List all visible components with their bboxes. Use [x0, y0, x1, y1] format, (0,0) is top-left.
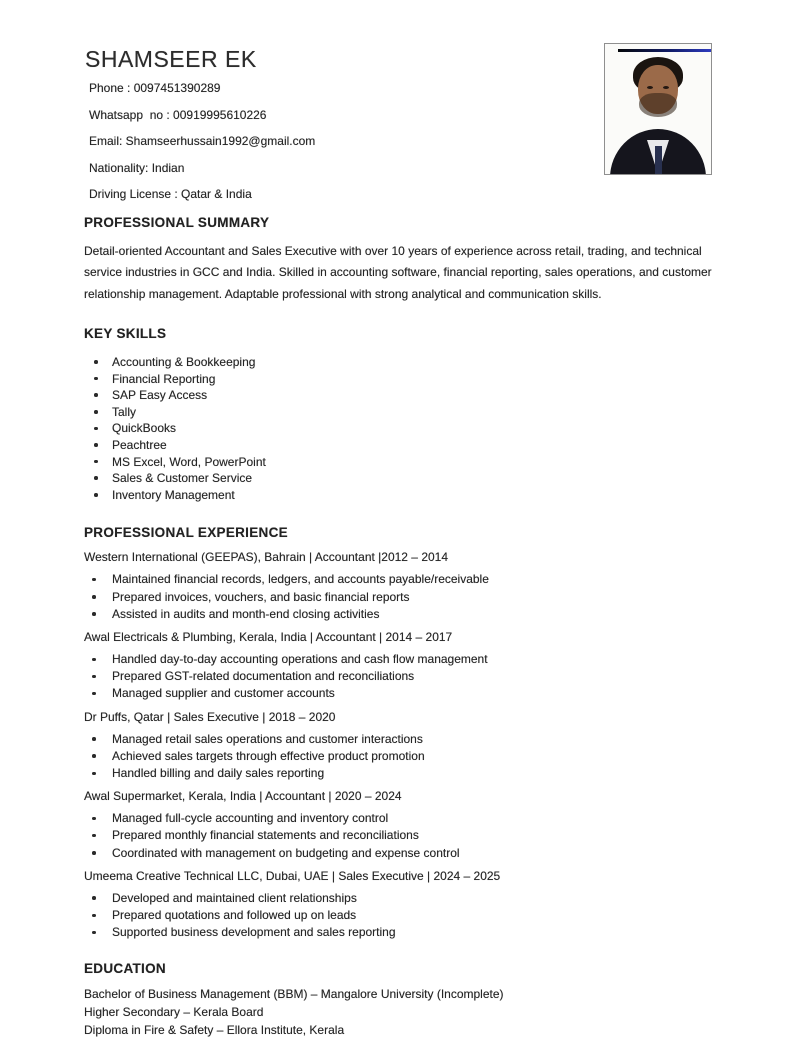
- section-heading-experience: PROFESSIONAL EXPERIENCE: [84, 525, 288, 541]
- bullet-icon: [94, 476, 98, 480]
- contact-line: Whatsapp no : 00919995610226: [89, 107, 267, 122]
- skill-item: [84, 437, 743, 454]
- bullet-icon: [92, 612, 96, 616]
- job-bullet: [84, 907, 743, 924]
- job-entry: [84, 709, 743, 783]
- job-bullet-text: Managed supplier and customer accounts: [112, 686, 335, 701]
- job-entry: [84, 549, 743, 623]
- job-bullet-text: Prepared monthly financial statements and reconciliations: [112, 828, 419, 843]
- job-title: Western International (GEEPAS), Bahrain | Accountant |2012 – 2014: [84, 550, 449, 565]
- bullet-icon: [92, 675, 96, 679]
- job-entry: [84, 629, 743, 703]
- skill-label: MS Excel, Word, PowerPoint: [112, 454, 266, 469]
- skill-label: Inventory Management: [112, 487, 235, 502]
- bullet-icon: [92, 817, 96, 821]
- resume-name: SHAMSEER EK: [85, 46, 257, 72]
- skill-label: Sales & Customer Service: [112, 471, 253, 486]
- bullet-icon: [92, 772, 96, 776]
- job-bullet: [84, 651, 743, 668]
- job-bullet-text: Handled billing and daily sales reporting: [112, 765, 325, 780]
- job-title: Umeema Creative Technical LLC, Dubai, UAE | Sales Executive | 2024 – 2025: [84, 868, 501, 883]
- bullet-icon: [92, 754, 96, 758]
- bullet-icon: [94, 377, 98, 381]
- skill-item: [84, 487, 743, 504]
- job-bullet-text: Prepared quotations and followed up on leads: [112, 907, 357, 922]
- job-bullet-text: Managed full-cycle accounting and inventory control: [112, 811, 389, 826]
- job-bullet-text: Maintained financial records, ledgers, and accounts payable/receivable: [112, 572, 489, 587]
- photo-scan-line: [618, 49, 711, 52]
- education-list: [84, 986, 743, 1039]
- job-bullet-text: Achieved sales targets through effective product promotion: [112, 748, 425, 763]
- bullet-icon: [92, 595, 96, 599]
- bullet-icon: [92, 737, 96, 741]
- skill-item: [84, 470, 743, 487]
- bullet-icon: [94, 427, 98, 431]
- job-bullet: [84, 668, 743, 685]
- skill-item: [84, 454, 743, 471]
- skill-label: Peachtree: [112, 437, 167, 452]
- skill-label: Financial Reporting: [112, 371, 216, 386]
- job-bullet: [84, 685, 743, 702]
- job-title: Awal Supermarket, Kerala, India | Accountant | 2020 – 2024: [84, 789, 402, 804]
- job-bullet-text: Developed and maintained client relationships: [112, 890, 357, 905]
- bullet-icon: [92, 896, 96, 900]
- job-title: Awal Electricals & Plumbing, Kerala, India | Accountant | 2014 – 2017: [84, 629, 453, 644]
- job-bullet: [84, 571, 743, 588]
- job-bullet-list: [84, 731, 743, 783]
- bullet-icon: [94, 360, 98, 364]
- skills-list: [84, 354, 743, 503]
- bullet-icon: [92, 578, 96, 582]
- job-bullet-text: Assisted in audits and month-end closing activities: [112, 606, 380, 621]
- section-heading-education: EDUCATION: [84, 961, 166, 977]
- job-bullet: [84, 731, 743, 748]
- job-bullet-text: Prepared GST-related documentation and reconciliations: [112, 669, 415, 684]
- skill-label: Tally: [112, 404, 137, 419]
- profile-photo: [604, 43, 712, 175]
- job-bullet-text: Supported business development and sales reporting: [112, 925, 396, 940]
- section-heading-summary: PROFESSIONAL SUMMARY: [84, 214, 270, 230]
- bullet-icon: [92, 658, 96, 662]
- job-bullet: [84, 924, 743, 941]
- job-bullet-list: [84, 571, 743, 623]
- skill-item: [84, 420, 743, 437]
- contact-line: Nationality: Indian: [89, 160, 185, 175]
- photo-person-eyes: [647, 86, 653, 89]
- job-title: Dr Puffs, Qatar | Sales Executive | 2018 – 2020: [84, 709, 336, 724]
- skill-label: Accounting & Bookkeeping: [112, 355, 256, 369]
- job-bullet: [84, 765, 743, 782]
- photo-person-tie: [655, 146, 662, 174]
- bullet-icon: [92, 692, 96, 696]
- bullet-icon: [92, 851, 96, 855]
- contact-line: Phone : 0097451390289: [89, 81, 221, 95]
- summary-text: Detail-oriented Accountant and Sales Executive with over 10 years of experience across retail, trading, and technical service industries in GCC and India. Skilled in accounting software, financial reporting, sales operations, and customer relationship management. Adaptable professional with strong analytical and communication skills.: [84, 243, 712, 301]
- contact-line: Email: Shamseerhussain1992@gmail.com: [89, 134, 316, 148]
- bullet-icon: [92, 834, 96, 838]
- job-bullet-list: [84, 810, 743, 862]
- job-bullet: [84, 810, 743, 827]
- education-item: Diploma in Fire & Safety – Ellora Institute, Kerala: [84, 1022, 345, 1037]
- skill-label: QuickBooks: [112, 421, 177, 436]
- job-bullet-text: Prepared invoices, vouchers, and basic financial reports: [112, 589, 410, 604]
- experience-jobs: [84, 549, 743, 941]
- bullet-icon: [94, 443, 98, 447]
- job-bullet-text: Managed retail sales operations and customer interactions: [112, 731, 423, 746]
- job-bullet: [84, 827, 743, 844]
- skill-item: [84, 371, 743, 388]
- job-bullet: [84, 606, 743, 623]
- bullet-icon: [92, 914, 96, 918]
- bullet-icon: [94, 393, 98, 397]
- skill-label: SAP Easy Access: [112, 388, 208, 403]
- photo-person-beard: [639, 93, 677, 117]
- bullet-icon: [92, 931, 96, 935]
- contact-line: Driving License : Qatar & India: [89, 187, 252, 201]
- job-entry: [84, 788, 743, 862]
- job-bullet: [84, 845, 743, 862]
- bullet-icon: [94, 410, 98, 414]
- job-bullet-list: [84, 651, 743, 703]
- bullet-icon: [94, 493, 98, 497]
- job-bullet: [84, 890, 743, 907]
- section-heading-key-skills: KEY SKILLS: [84, 326, 167, 341]
- bullet-icon: [94, 460, 98, 464]
- job-bullet: [84, 748, 743, 765]
- skill-item: [84, 354, 743, 371]
- education-item: Bachelor of Business Management (BBM) – Mangalore University (Incomplete): [84, 987, 504, 1002]
- job-bullet-list: [84, 890, 743, 942]
- job-entry: [84, 868, 743, 942]
- job-bullet-text: Handled day-to-day accounting operations and cash flow management: [112, 651, 488, 666]
- skill-item: [84, 404, 743, 421]
- skill-item: [84, 387, 743, 404]
- job-bullet: [84, 589, 743, 606]
- education-item: Higher Secondary – Kerala Board: [84, 1004, 264, 1019]
- job-bullet-text: Coordinated with management on budgeting and expense control: [112, 845, 460, 860]
